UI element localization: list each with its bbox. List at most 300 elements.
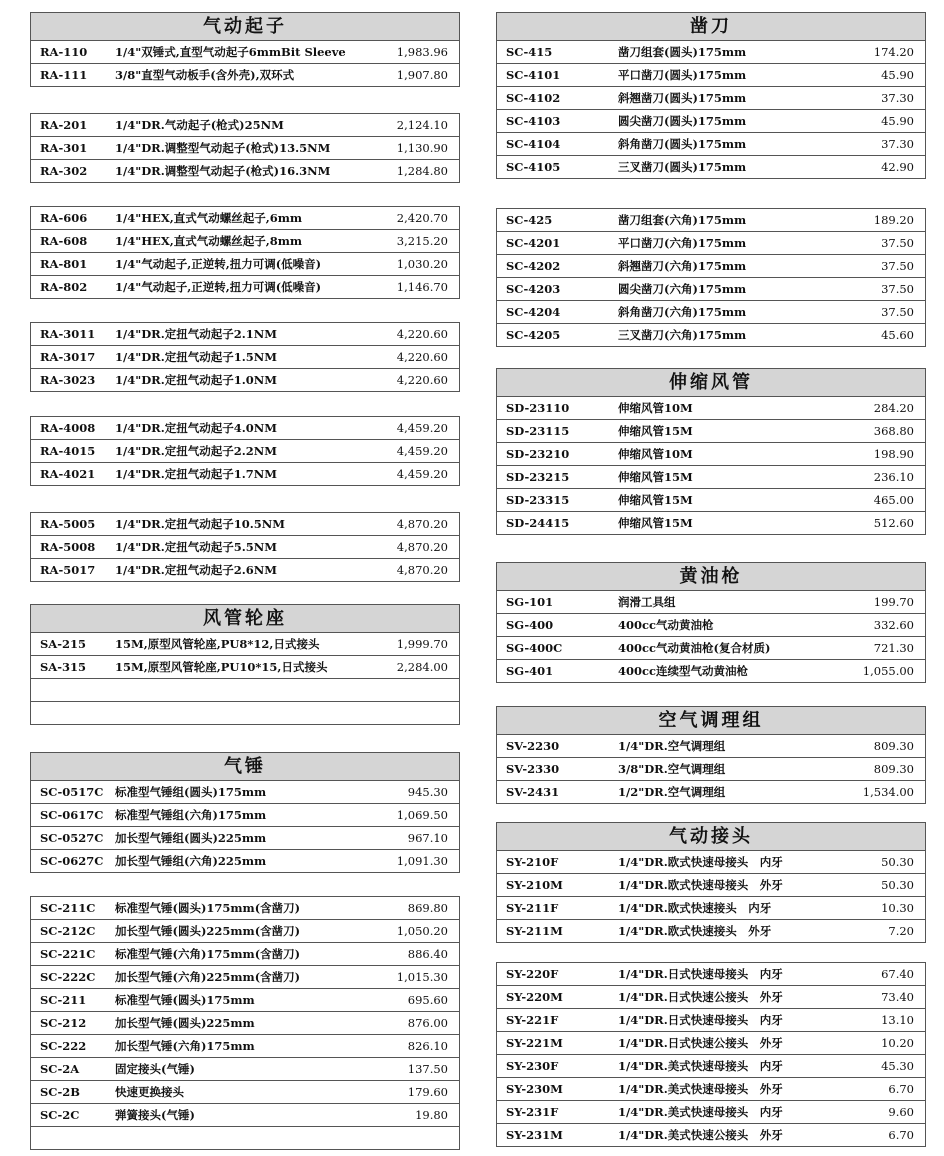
item-price: 174.20 (873, 45, 914, 59)
item-code: SD-23115 (506, 424, 570, 438)
item-code: RA-301 (40, 141, 88, 155)
table-row (497, 87, 925, 110)
table-row (31, 346, 459, 369)
item-description: 加长型气锤(六角)175mm (115, 1039, 255, 1053)
item-price: 4,220.60 (396, 373, 448, 387)
item-price: 1,130.90 (396, 141, 448, 155)
item-price: 1,015.30 (396, 970, 448, 984)
item-price: 2,124.10 (396, 118, 448, 132)
table-row (31, 440, 459, 463)
table-row (31, 943, 459, 966)
item-description: 400cc气动黄油枪(复合材质) (618, 641, 771, 655)
item-code: SC-4203 (506, 282, 561, 296)
table-row (31, 679, 459, 702)
item-description: 固定接头(气锤) (115, 1062, 195, 1076)
item-price: 826.10 (407, 1039, 448, 1053)
item-description: 1/4"HEX,直式气动螺丝起子,6mm (115, 211, 303, 225)
table-row (497, 64, 925, 87)
table-row (31, 253, 459, 276)
item-description: 加长型气锤组(六角)225mm (115, 854, 267, 868)
item-price: 4,220.60 (396, 350, 448, 364)
item-description: 1/4"DR.美式快速母接头 内牙 (618, 1059, 783, 1073)
item-description: 1/4"DR.美式快速母接头 外牙 (618, 1082, 783, 1096)
item-description: 加长型气锤(圆头)225mm (115, 1016, 255, 1030)
item-code: SG-401 (506, 664, 554, 678)
item-code: SY-210F (506, 855, 559, 869)
price-table-block (496, 706, 926, 804)
item-code: SV-2230 (506, 739, 560, 753)
item-code: SC-0617C (40, 808, 104, 822)
table-row (497, 489, 925, 512)
item-description: 3/8"DR.空气调理组 (618, 762, 726, 776)
item-price: 6.70 (888, 1082, 914, 1096)
item-code: SY-220F (506, 967, 559, 981)
item-price: 45.60 (881, 328, 914, 342)
table-row (497, 758, 925, 781)
price-table-block (496, 822, 926, 943)
item-price: 465.00 (873, 493, 914, 507)
item-description: 伸缩风管10M (618, 401, 693, 415)
item-code: RA-111 (40, 68, 88, 82)
item-code: RA-302 (40, 164, 88, 178)
item-description: 标准型气锤组(圆头)175mm (115, 785, 267, 799)
table-row (31, 276, 459, 298)
table-row (31, 850, 459, 872)
item-description: 1/4"DR.美式快速公接头 外牙 (618, 1128, 783, 1142)
table-row (31, 966, 459, 989)
item-description: 凿刀组套(六角)175mm (618, 213, 747, 227)
item-description: 加长型气锤(圆头)225mm(含凿刀) (115, 924, 301, 938)
item-code: SC-4104 (506, 137, 561, 151)
item-code: RA-3023 (40, 373, 96, 387)
section-header: 风管轮座 (31, 605, 459, 633)
item-description: 斜角凿刀(圆头)175mm (618, 137, 747, 151)
table-row (31, 207, 459, 230)
item-code: RA-201 (40, 118, 88, 132)
table-row (497, 420, 925, 443)
item-description: 1/4"DR.欧式快速母接头 内牙 (618, 855, 783, 869)
table-row (31, 114, 459, 137)
price-table-block (30, 206, 460, 299)
item-code: SC-4205 (506, 328, 561, 342)
item-price: 1,146.70 (396, 280, 448, 294)
item-price: 1,069.50 (396, 808, 448, 822)
item-price: 967.10 (407, 831, 448, 845)
item-description: 1/4"DR.美式快速母接头 内牙 (618, 1105, 783, 1119)
item-description: 1/4"气动起子,正逆转,扭力可调(低噪音) (115, 257, 322, 271)
item-description: 1/4"双锤式,直型气动起子6mmBit Sleeve (115, 45, 346, 59)
table-row (497, 963, 925, 986)
item-price: 4,459.20 (396, 421, 448, 435)
table-row (31, 417, 459, 440)
section-header: 气动起子 (31, 13, 459, 41)
item-description: 1/4"DR.定扭气动起子2.2NM (115, 444, 277, 458)
table-row (31, 1081, 459, 1104)
item-price: 37.50 (881, 236, 914, 250)
item-code: SC-212C (40, 924, 96, 938)
item-code: RA-5008 (40, 540, 96, 554)
item-code: SC-0527C (40, 831, 104, 845)
item-price: 37.50 (881, 305, 914, 319)
item-price: 1,534.00 (862, 785, 914, 799)
item-code: SC-415 (506, 45, 553, 59)
item-code: SC-4201 (506, 236, 561, 250)
item-price: 10.30 (881, 901, 914, 915)
item-description: 1/2"DR.空气调理组 (618, 785, 726, 799)
item-price: 10.20 (881, 1036, 914, 1050)
item-price: 45.30 (881, 1059, 914, 1073)
item-code: SC-4102 (506, 91, 561, 105)
table-row (31, 64, 459, 86)
item-code: SC-4105 (506, 160, 561, 174)
price-table-block (30, 12, 460, 87)
section-header: 空气调理组 (497, 707, 925, 735)
item-description: 标准型气锤(圆头)175mm(含凿刀) (115, 901, 301, 915)
item-price: 809.30 (873, 739, 914, 753)
item-description: 斜翘凿刀(六角)175mm (618, 259, 747, 273)
item-description: 1/4"DR.定扭气动起子5.5NM (115, 540, 277, 554)
table-row (497, 397, 925, 420)
item-price: 945.30 (407, 785, 448, 799)
item-code: SC-221C (40, 947, 96, 961)
item-price: 1,050.20 (396, 924, 448, 938)
item-code: SC-4103 (506, 114, 561, 128)
table-row (31, 1104, 459, 1127)
table-row (497, 1009, 925, 1032)
item-price: 4,459.20 (396, 467, 448, 481)
table-row (497, 851, 925, 874)
item-code: RA-5005 (40, 517, 96, 531)
item-price: 1,091.30 (396, 854, 448, 868)
price-table-block (496, 368, 926, 535)
item-code: RA-4021 (40, 467, 96, 481)
table-row (31, 369, 459, 391)
item-code: SC-2C (40, 1108, 80, 1122)
item-price: 19.80 (415, 1108, 448, 1122)
item-price: 368.80 (873, 424, 914, 438)
price-table-block (30, 752, 460, 873)
item-price: 1,907.80 (396, 68, 448, 82)
item-price: 37.30 (881, 91, 914, 105)
item-description: 标准型气锤(圆头)175mm (115, 993, 255, 1007)
item-code: SD-24415 (506, 516, 570, 530)
item-price: 4,870.20 (396, 540, 448, 554)
item-price: 809.30 (873, 762, 914, 776)
item-price: 9.60 (888, 1105, 914, 1119)
table-row (497, 1032, 925, 1055)
item-price: 4,870.20 (396, 517, 448, 531)
item-code: SC-0517C (40, 785, 104, 799)
table-row (497, 443, 925, 466)
item-price: 67.40 (881, 967, 914, 981)
item-code: SY-221F (506, 1013, 559, 1027)
item-code: RA-802 (40, 280, 88, 294)
item-price: 1,983.96 (396, 45, 448, 59)
item-description: 1/4"DR.日式快速公接头 外牙 (618, 1036, 783, 1050)
item-code: SY-231M (506, 1128, 563, 1142)
table-row (497, 278, 925, 301)
item-code: SY-211F (506, 901, 559, 915)
item-code: RA-608 (40, 234, 88, 248)
table-row (31, 804, 459, 827)
table-row (497, 301, 925, 324)
item-price: 2,284.00 (396, 660, 448, 674)
table-row (497, 41, 925, 64)
item-price: 6.70 (888, 1128, 914, 1142)
item-description: 1/4"气动起子,正逆转,扭力可调(低噪音) (115, 280, 322, 294)
item-price: 4,459.20 (396, 444, 448, 458)
table-row (31, 781, 459, 804)
table-row (497, 133, 925, 156)
table-row (497, 466, 925, 489)
item-code: SC-222C (40, 970, 96, 984)
item-description: 加长型气锤组(圆头)225mm (115, 831, 267, 845)
table-row (31, 702, 459, 724)
table-row (497, 614, 925, 637)
item-description: 400cc连续型气动黄油枪 (618, 664, 749, 678)
item-code: SV-2431 (506, 785, 560, 799)
price-table-block (30, 512, 460, 582)
table-row (31, 656, 459, 679)
item-description: 1/4"DR.欧式快速接头 内牙 (618, 901, 772, 915)
item-code: SY-231F (506, 1105, 559, 1119)
item-code: SC-211C (40, 901, 96, 915)
table-row (31, 41, 459, 64)
item-price: 37.50 (881, 282, 914, 296)
item-price: 37.50 (881, 259, 914, 273)
section-header: 气动接头 (497, 823, 925, 851)
item-description: 伸缩风管15M (618, 493, 693, 507)
item-description: 凿刀组套(圆头)175mm (618, 45, 747, 59)
item-code: SD-23215 (506, 470, 570, 484)
table-row (31, 633, 459, 656)
table-row (31, 160, 459, 182)
item-description: 1/4"DR.定扭气动起子10.5NM (115, 517, 285, 531)
table-row (497, 1124, 925, 1146)
item-code: RA-801 (40, 257, 88, 271)
price-table-block (30, 896, 460, 1150)
table-row (497, 986, 925, 1009)
table-row (497, 512, 925, 534)
item-code: SG-400 (506, 618, 554, 632)
item-price: 50.30 (881, 855, 914, 869)
item-price: 3,215.20 (396, 234, 448, 248)
item-price: 198.90 (873, 447, 914, 461)
item-description: 平口凿刀(六角)175mm (618, 236, 747, 250)
item-description: 15M,原型风管轮座,PU8*12,日式接头 (115, 637, 320, 651)
item-description: 1/4"HEX,直式气动螺丝起子,8mm (115, 234, 303, 248)
item-description: 圆尖凿刀(圆头)175mm (618, 114, 747, 128)
section-header: 黄油枪 (497, 563, 925, 591)
table-row (31, 536, 459, 559)
table-row (497, 255, 925, 278)
item-code: SC-4204 (506, 305, 561, 319)
item-description: 1/4"DR.日式快速公接头 外牙 (618, 990, 783, 1004)
item-description: 1/4"DR.调整型气动起子(枪式)13.5NM (115, 141, 331, 155)
item-description: 伸缩风管10M (618, 447, 693, 461)
table-row (31, 1058, 459, 1081)
item-price: 2,420.70 (396, 211, 448, 225)
item-code: SC-222 (40, 1039, 87, 1053)
item-price: 45.90 (881, 68, 914, 82)
item-description: 伸缩风管15M (618, 516, 693, 530)
item-code: RA-4008 (40, 421, 96, 435)
table-row (497, 209, 925, 232)
table-row (31, 323, 459, 346)
table-row (497, 735, 925, 758)
item-code: SY-230M (506, 1082, 563, 1096)
item-code: SC-2B (40, 1085, 80, 1099)
item-description: 加长型气锤(六角)225mm(含凿刀) (115, 970, 301, 984)
item-code: SY-220M (506, 990, 563, 1004)
item-code: RA-4015 (40, 444, 96, 458)
price-table-block (30, 322, 460, 392)
item-price: 137.50 (407, 1062, 448, 1076)
section-header: 凿刀 (497, 13, 925, 41)
item-code: RA-3011 (40, 327, 96, 341)
item-price: 886.40 (407, 947, 448, 961)
item-description: 1/4"DR.定扭气动起子2.6NM (115, 563, 277, 577)
price-table-block (30, 113, 460, 183)
item-price: 1,030.20 (396, 257, 448, 271)
table-row (31, 1127, 459, 1149)
table-row (497, 897, 925, 920)
item-description: 1/4"DR.调整型气动起子(枪式)16.3NM (115, 164, 331, 178)
table-row (31, 920, 459, 943)
price-table-block (496, 562, 926, 683)
table-row (31, 230, 459, 253)
table-row (31, 463, 459, 485)
item-price: 1,055.00 (862, 664, 914, 678)
item-description: 1/4"DR.日式快速母接头 内牙 (618, 1013, 783, 1027)
item-price: 721.30 (873, 641, 914, 655)
table-row (31, 137, 459, 160)
item-code: SC-4202 (506, 259, 561, 273)
item-description: 平口凿刀(圆头)175mm (618, 68, 747, 82)
item-description: 标准型气锤组(六角)175mm (115, 808, 267, 822)
table-row (31, 1035, 459, 1058)
section-header: 气锤 (31, 753, 459, 781)
table-row (497, 1101, 925, 1124)
item-description: 伸缩风管15M (618, 424, 693, 438)
item-description: 1/4"DR.欧式快速接头 外牙 (618, 924, 772, 938)
item-description: 弹簧接头(气锤) (115, 1108, 195, 1122)
table-row (497, 920, 925, 942)
item-price: 1,284.80 (396, 164, 448, 178)
item-code: SG-101 (506, 595, 554, 609)
item-code: SC-212 (40, 1016, 87, 1030)
item-price: 13.10 (881, 1013, 914, 1027)
item-description: 润滑工具组 (618, 595, 676, 609)
item-code: SD-23110 (506, 401, 570, 415)
item-code: SD-23315 (506, 493, 570, 507)
item-description: 快速更换接头 (115, 1085, 184, 1099)
item-description: 1/4"DR.日式快速母接头 内牙 (618, 967, 783, 981)
table-row (497, 591, 925, 614)
section-header: 伸缩风管 (497, 369, 925, 397)
table-row (497, 1055, 925, 1078)
item-price: 179.60 (407, 1085, 448, 1099)
table-row (497, 110, 925, 133)
table-row (31, 827, 459, 850)
item-description: 三叉凿刀(圆头)175mm (618, 160, 747, 174)
item-description: 三叉凿刀(六角)175mm (618, 328, 747, 342)
item-description: 3/8"直型气动板手(含外壳),双环式 (115, 68, 295, 82)
item-description: 斜翘凿刀(圆头)175mm (618, 91, 747, 105)
item-description: 斜角凿刀(六角)175mm (618, 305, 747, 319)
table-row (497, 637, 925, 660)
item-code: RA-606 (40, 211, 88, 225)
price-table-block (496, 208, 926, 347)
item-price: 284.20 (873, 401, 914, 415)
item-code: SY-230F (506, 1059, 559, 1073)
item-price: 7.20 (888, 924, 914, 938)
table-row (31, 513, 459, 536)
price-table-block (496, 962, 926, 1147)
price-table-block (30, 604, 460, 725)
item-price: 876.00 (407, 1016, 448, 1030)
item-price: 189.20 (873, 213, 914, 227)
item-price: 695.60 (407, 993, 448, 1007)
item-price: 332.60 (873, 618, 914, 632)
item-code: SY-221M (506, 1036, 563, 1050)
item-price: 199.70 (873, 595, 914, 609)
item-code: SC-4101 (506, 68, 561, 82)
table-row (497, 874, 925, 897)
table-row (497, 781, 925, 803)
item-code: SY-210M (506, 878, 563, 892)
item-code: RA-5017 (40, 563, 96, 577)
item-description: 400cc气动黄油枪 (618, 618, 714, 632)
item-price: 73.40 (881, 990, 914, 1004)
table-row (497, 1078, 925, 1101)
table-row (31, 989, 459, 1012)
item-code: RA-110 (40, 45, 88, 59)
item-code: SV-2330 (506, 762, 560, 776)
item-price: 45.90 (881, 114, 914, 128)
item-description: 1/4"DR.气动起子(枪式)25NM (115, 118, 284, 132)
table-row (31, 897, 459, 920)
item-description: 1/4"DR.欧式快速母接头 外牙 (618, 878, 783, 892)
item-description: 15M,原型风管轮座,PU10*15,日式接头 (115, 660, 328, 674)
item-price: 236.10 (873, 470, 914, 484)
item-description: 1/4"DR.空气调理组 (618, 739, 726, 753)
item-price: 50.30 (881, 878, 914, 892)
item-price: 37.30 (881, 137, 914, 151)
item-description: 1/4"DR.定扭气动起子1.7NM (115, 467, 277, 481)
table-row (497, 324, 925, 346)
item-code: SD-23210 (506, 447, 570, 461)
item-description: 1/4"DR.定扭气动起子1.5NM (115, 350, 277, 364)
table-row (497, 660, 925, 682)
item-price: 42.90 (881, 160, 914, 174)
table-row (497, 156, 925, 178)
price-table-block (30, 416, 460, 486)
item-code: SA-215 (40, 637, 87, 651)
item-code: SC-0627C (40, 854, 104, 868)
item-description: 标准型气锤(六角)175mm(含凿刀) (115, 947, 301, 961)
table-row (497, 232, 925, 255)
item-price: 512.60 (873, 516, 914, 530)
item-code: SC-211 (40, 993, 87, 1007)
item-price: 4,220.60 (396, 327, 448, 341)
item-code: SA-315 (40, 660, 87, 674)
price-table-block (496, 12, 926, 179)
item-code: SC-2A (40, 1062, 80, 1076)
item-code: RA-3017 (40, 350, 96, 364)
table-row (31, 1012, 459, 1035)
item-price: 869.80 (407, 901, 448, 915)
